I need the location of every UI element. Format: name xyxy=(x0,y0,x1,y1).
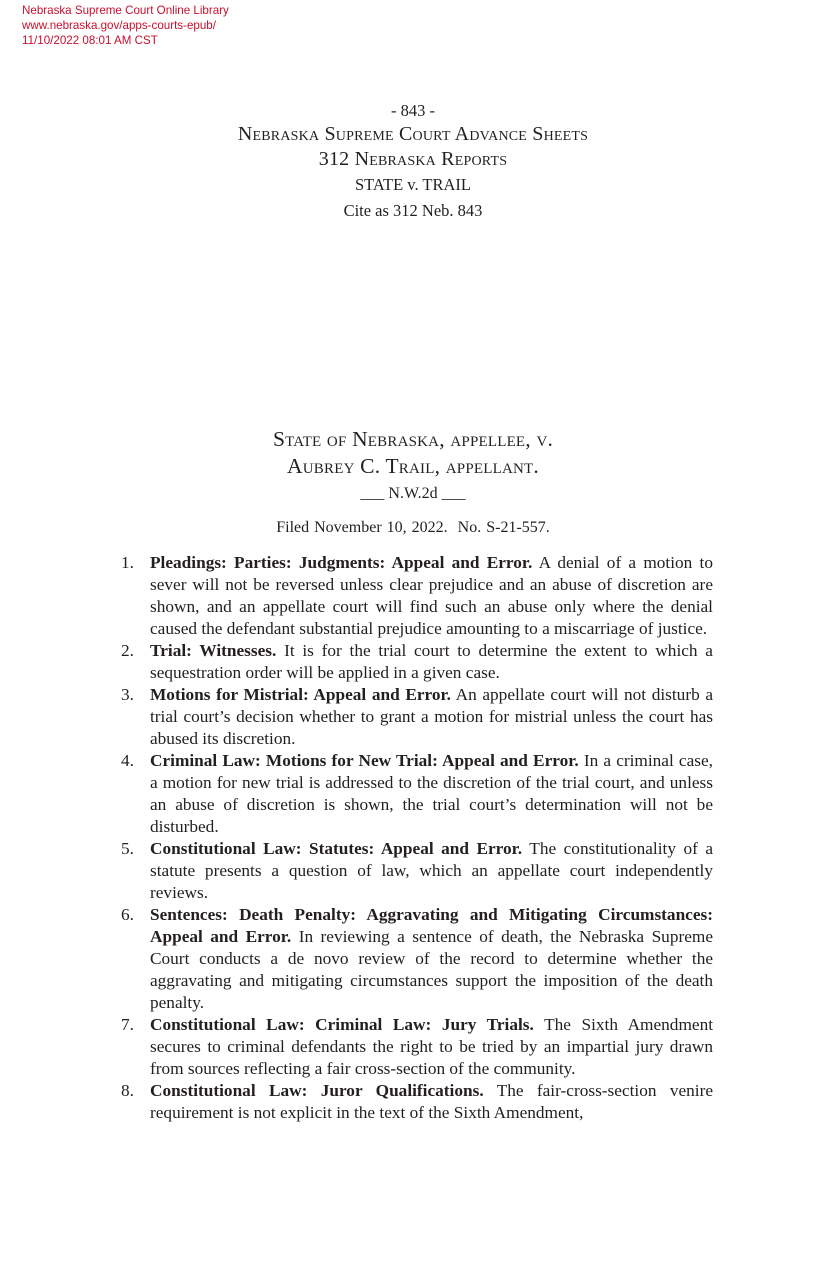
syllabus-heading: Constitutional Law: Criminal Law: Jury Trials. xyxy=(150,1015,534,1034)
syllabus-heading: Constitutional Law: Statutes: Appeal and Error. xyxy=(150,839,523,858)
syllabus-number: 4. xyxy=(121,751,134,770)
syllabus-number: 1. xyxy=(121,553,134,572)
syllabus-text: In reviewing a sentence of death, the Nebraska Supreme Court conducts a de novo review of the record to determine whether the aggravating and mitigating circumstances support the imposition of the death penalty. xyxy=(150,927,713,1012)
syllabus-text: The constitutionality of a statute presents a question of law, which an appellate court independently reviews. xyxy=(150,839,714,902)
syllabus-text: It is for the trial court to determine the extent to which a sequestration order will be applied in a given case. xyxy=(150,641,713,682)
syllabus-heading: Trial: Witnesses. xyxy=(150,641,277,660)
caption-appellee: State of Nebraska, appellee, v. xyxy=(272,427,554,451)
reporter-citation: ___ N.W.2d ___ xyxy=(360,485,466,502)
docket-number: No. S-21-557. xyxy=(457,519,550,536)
syllabus-text: The fair-cross-section venire requirement is not explicit in the text of the Sixth Amendment, xyxy=(150,1081,714,1122)
syllabus-point xyxy=(121,1014,713,1080)
syllabus-number: 3. xyxy=(121,685,134,704)
page-header xyxy=(0,100,826,224)
syllabus-number: 2. xyxy=(121,641,134,660)
syllabus-heading: Constitutional Law: Juror Qualifications. xyxy=(150,1081,484,1100)
syllabus-heading: Sentences: Death Penalty: Aggravating and Mitigating Circumstances: Appeal and Error. xyxy=(150,905,713,946)
stamp-url[interactable]: www.nebraska.gov/apps-courts-epub/ xyxy=(22,19,216,32)
caption-appellant: Aubrey C. Trail, appellant. xyxy=(287,454,539,478)
stamp-timestamp: 11/10/2022 08:01 AM CST xyxy=(22,34,158,47)
syllabus-text: An appellate court will not disturb a trial court’s decision whether to grant a motion for mistrial unless the court has abused its discretion. xyxy=(150,685,714,748)
page-number: - 843 - xyxy=(391,101,435,120)
syllabus-point xyxy=(121,684,713,750)
syllabus-heading: Criminal Law: Motions for New Trial: Appeal and Error. xyxy=(150,751,579,770)
syllabus-heading: Pleadings: Parties: Judgments: Appeal and Error. xyxy=(150,553,533,572)
syllabus-number: 7. xyxy=(121,1015,134,1034)
stamp-library-name: Nebraska Supreme Court Online Library xyxy=(22,4,229,17)
syllabus-number: 5. xyxy=(121,839,134,858)
syllabus-point xyxy=(121,838,713,904)
syllabus-text: A denial of a motion to sever will not be reversed unless clear prejudice and an abuse of discretion are shown, and an appellate court will find such an abuse only where the denial caused the defendant substantial prejudice amounting to a miscarriage of justice. xyxy=(150,553,713,638)
syllabus-point xyxy=(121,750,713,838)
case-caption xyxy=(0,426,826,541)
library-stamp xyxy=(22,3,229,48)
citation: Cite as 312 Neb. 843 xyxy=(343,201,483,220)
filed-date: Filed November 10, 2022. xyxy=(276,519,448,536)
syllabus-text: The Sixth Amendment secures to criminal defendants the right to be tried by an impartial jury drawn from sources reflecting a fair cross-section of the community. xyxy=(150,1015,714,1078)
syllabus-point xyxy=(121,904,713,1014)
syllabus-point xyxy=(121,552,713,640)
syllabus-text: In a criminal case, a motion for new trial is addressed to the discretion of the trial court, and unless an abuse of discretion is shown, the trial court’s determination will not be disturbed. xyxy=(150,751,713,836)
series-title: Nebraska Supreme Court Advance Sheets xyxy=(237,123,589,145)
syllabus-number: 8. xyxy=(121,1081,134,1100)
syllabus-point xyxy=(121,640,713,684)
syllabus-point xyxy=(121,1080,713,1124)
case-short-title: STATE v. TRAIL xyxy=(354,175,471,194)
filing-line xyxy=(0,515,826,541)
syllabus-number: 6. xyxy=(121,905,134,924)
syllabus-list xyxy=(121,552,713,1124)
volume-title: 312 Nebraska Reports xyxy=(318,148,508,170)
syllabus-heading: Motions for Mistrial: Appeal and Error. xyxy=(150,685,451,704)
